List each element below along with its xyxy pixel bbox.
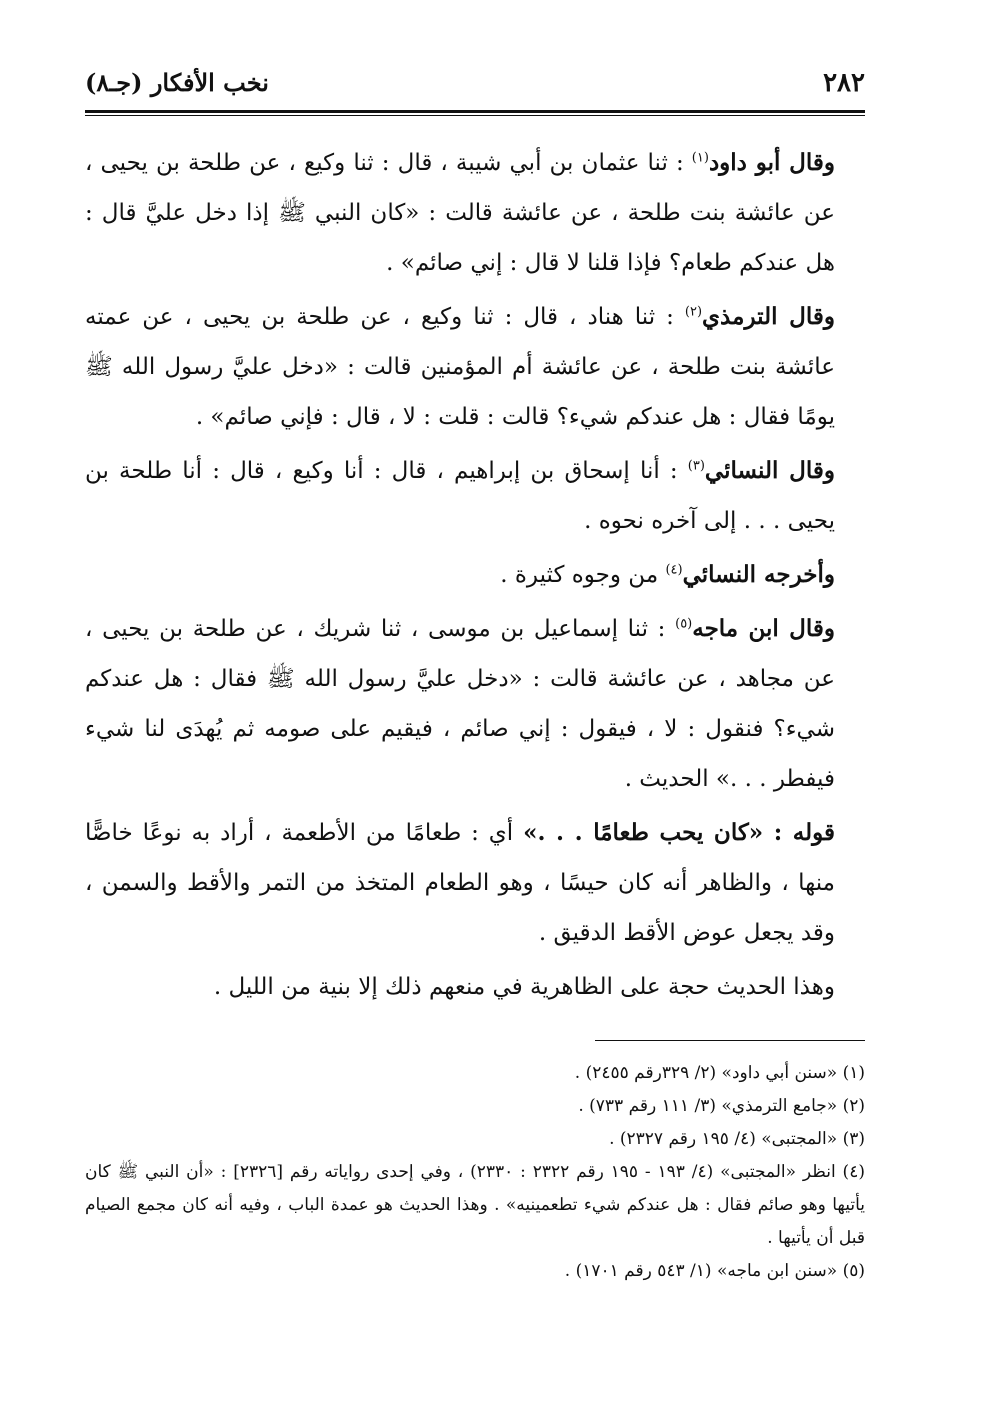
header-rule [85, 110, 865, 113]
page-header [85, 60, 865, 104]
paragraph-tirmidhi [85, 292, 865, 442]
paragraph-lead: وقال أبو داود [708, 149, 835, 176]
footnote-ref: (١) [691, 150, 709, 166]
header-rule-thin [85, 115, 865, 116]
main-text [85, 138, 865, 1012]
page-number: ٢٨٢ [823, 68, 865, 98]
paragraph-lead: وقال النسائي [704, 457, 835, 484]
paragraph-text: أي : طعامًا من الأطعمة ، أراد به نوعًا خاصًّا منها ، والظاهر أنه كان حيسًا ، وهو الطعام المتخذ من التمر والأقط والسمن ، وقد يجعل عوض الأقط الدقيق . [85, 820, 835, 946]
book-title: نخب الأفكار (جـ٨) [85, 68, 269, 97]
paragraph-text: : ثنا إسماعيل بن موسى ، ثنا شريك ، عن طلحة بن يحيى ، عن مجاهد ، عن عائشة قالت : «دخل عليَّ رسول الله ﷺ فقال : هل عندكم شيء؟ فنقول : لا ، فيقول : إني صائم ، فيقيم على صومه ثم يُهدَى لنا شيء فيفطر . . .» الحديث . [85, 616, 835, 792]
footnote-ref: (٣) [687, 458, 705, 474]
paragraph-ibn-majah [85, 604, 865, 804]
book-page [85, 60, 865, 1288]
paragraph-commentary [85, 808, 865, 958]
paragraph-text: من وجوه كثيرة . [500, 562, 666, 588]
paragraph-text: وهذا الحديث حجة على الظاهرية في منعهم ذلك إلا بنية من الليل . [213, 974, 835, 1000]
paragraph-lead: وقال ابن ماجه [692, 615, 835, 642]
paragraph-conclusion [85, 962, 865, 1012]
footnote-ref: (٥) [675, 616, 693, 632]
paragraph-nasai [85, 446, 865, 546]
footnote-5: (٥) «سنن ابن ماجه» (١/ ٥٤٣ رقم ١٧٠١) . [564, 1261, 865, 1281]
paragraph-lead: قوله : «كان يحب طعامًا . . .» [523, 819, 836, 846]
paragraph-lead: وأخرجه النسائي [682, 561, 835, 588]
paragraph-text: : أنا إسحاق بن إبراهيم ، قال : أنا وكيع ، قال : أنا طلحة بن يحيى . . . إلى آخره نحوه . [85, 458, 835, 534]
footnotes [85, 1057, 865, 1288]
paragraph-text: : ثنا هناد ، قال : ثنا وكيع ، عن طلحة بن يحيى ، عن عمته عائشة بنت طلحة ، عن عائشة أم المؤمنين قالت : «دخل عليَّ رسول الله ﷺ يومًا فقال : هل عندكم شيء؟ قالت : قلت : لا ، قال : فإني صائم» . [85, 304, 835, 430]
footnote-3: (٣) «المجتبى» (٤/ ١٩٥ رقم ٢٣٢٧) . [609, 1129, 865, 1149]
paragraph-abu-dawud [85, 138, 865, 288]
footnote-4: (٤) انظر «المجتبى» (٤/ ١٩٣ - ١٩٥ رقم ٢٣٢٢ : ٢٣٣٠) ، وفي إحدى رواياته رقم [٢٣٢٦] : «أن النبي ﷺ كان يأتيها وهو صائم فقال : هل عندكم شيء تطعمينيه» . وهذا الحديث هو عمدة الباب ، وفيه أنه كان مجمع الصيام قبل أن يأتيها . [85, 1162, 865, 1248]
footnote-2: (٢) «جامع الترمذي» (٣/ ١١١ رقم ٧٣٣) . [578, 1096, 865, 1116]
footnote-separator [595, 1040, 865, 1041]
footnote-1: (١) «سنن أبي داود» (٢/ ٣٢٩رقم ٢٤٥٥) . [574, 1063, 865, 1083]
paragraph-lead: وقال الترمذي [702, 303, 835, 330]
footnote-ref: (٤) [665, 562, 683, 578]
footnote-ref: (٢) [684, 304, 703, 320]
paragraph-nasai-akhrajahu [85, 550, 865, 600]
paragraph-text: : ثنا عثمان بن أبي شيبة ، قال : ثنا وكيع ، عن طلحة بن يحيى ، عن عائشة بنت طلحة ، عن عائشة قالت : «كان النبي ﷺ إذا دخل عليَّ قال : هل عندكم طعام؟ فإذا قلنا لا قال : إني صائم» . [85, 150, 835, 276]
